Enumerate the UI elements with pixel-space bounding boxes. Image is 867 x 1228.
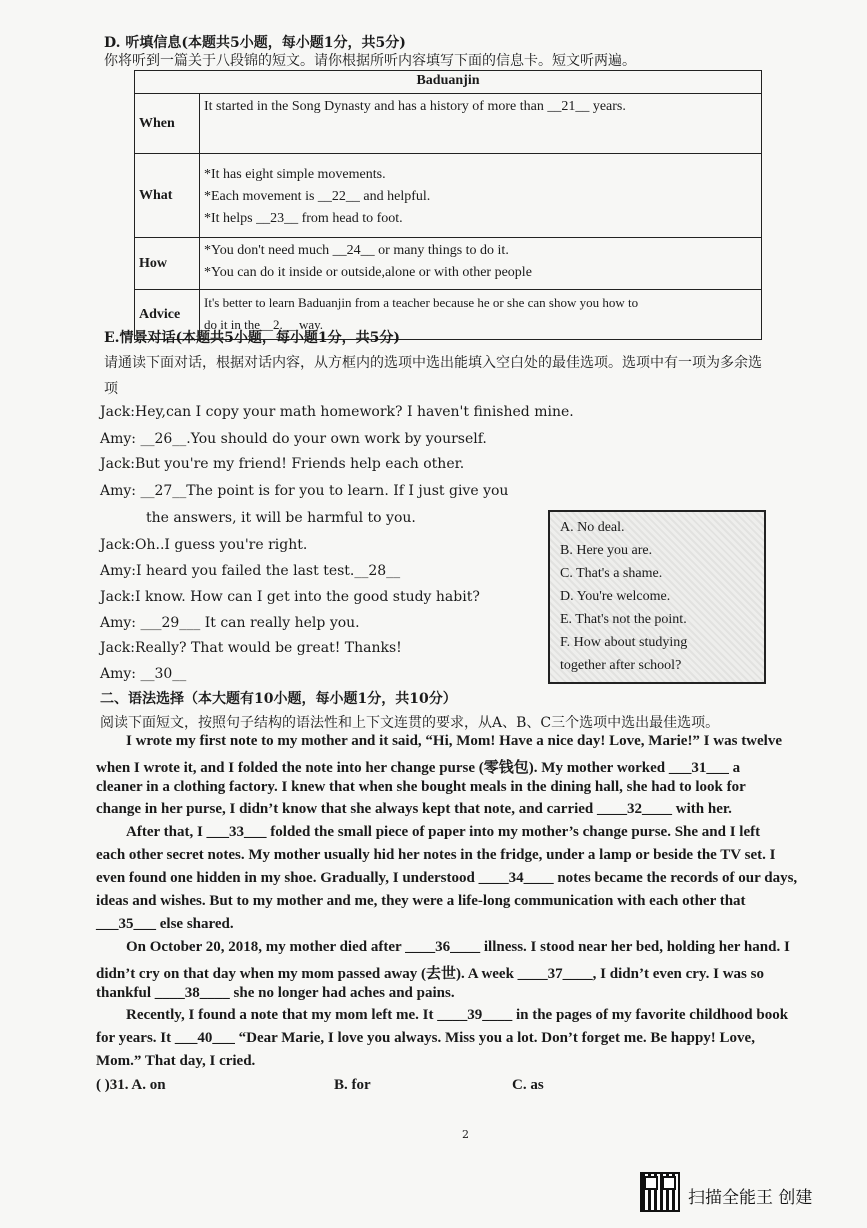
card-cell-how: [200, 238, 762, 290]
card-line: *Each movement is __22__ and helpful.: [204, 189, 431, 204]
passage-line: each other secret notes. My mother usually hid her notes in the fridge, under a lamp or beside the TV set. I: [96, 847, 776, 863]
info-card: [134, 70, 762, 340]
passage-line: change in her purse, I didn’t know that she always kept that note, and carried ____32____ with her.: [96, 801, 732, 817]
section-d-heading: D. 听填信息(本题共5小题，每小题1分，共5分): [104, 35, 406, 51]
card-line: It started in the Song Dynasty and has a history of more than __21__ years.: [204, 99, 626, 114]
option-b: B. Here you are.: [560, 543, 653, 558]
passage-line: On October 20, 2018, my mother died after ____36____ illness. I stood near her bed, holding her hand. I: [126, 939, 790, 955]
card-title: Baduanjin: [135, 71, 762, 94]
dialog-line: Jack:Hey,can I copy your math homework? I haven't finished mine.: [100, 404, 574, 420]
card-label-what: What: [135, 154, 200, 238]
card-line: *You can do it inside or outside,alone or with other people: [204, 265, 532, 280]
scanner-brand-label: 扫描全能王 创建: [688, 1188, 813, 1208]
question-31-a: ( )31. A. on: [96, 1077, 166, 1093]
options-box: [548, 510, 766, 684]
passage-line: even found one hidden in my shoe. Gradually, I understood ____34____ notes became the records of our days,: [96, 870, 798, 886]
qr-code-icon: [640, 1172, 680, 1212]
dialog-line: the answers, it will be harmful to you.: [146, 510, 416, 526]
option-e: E. That's not the point.: [560, 612, 687, 627]
card-label-advice: Advice: [135, 290, 200, 340]
dialog-line: Amy: __26__.You should do your own work by yourself.: [100, 431, 487, 447]
question-31-b: B. for: [334, 1077, 371, 1093]
card-line: *You don't need much __24__ or many things to do it.: [204, 243, 509, 258]
option-c: C. That's a shame.: [560, 566, 663, 581]
dialog-line: Amy: ___29___ It can really help you.: [100, 615, 360, 631]
dialog-line: Amy:I heard you failed the last test.__28__: [100, 563, 401, 579]
dialog-line: Amy: __27__The point is for you to learn. If I just give you: [100, 483, 509, 499]
card-label-how: How: [135, 238, 200, 290]
page-number: 2: [462, 1128, 469, 1141]
passage-line: when I wrote it, and I folded the note into her change purse (零钱包). My mother worked ___31___ a: [96, 760, 741, 776]
dialog-line: Jack:Oh..I guess you're right.: [100, 537, 308, 553]
card-line: *It has eight simple movements.: [204, 167, 386, 182]
dialog-line: Amy: __30__: [100, 666, 187, 682]
dialog-line: Jack:I know. How can I get into the good study habit?: [100, 589, 480, 605]
dialog-line: Jack:Really? That would be great! Thanks!: [100, 640, 402, 656]
passage-line: I wrote my first note to my mother and it said, “Hi, Mom! Have a nice day! Love, Marie!” I was twelve: [126, 733, 783, 749]
card-line: *It helps __23__ from head to foot.: [204, 211, 403, 226]
grammar-heading: 二、语法选择（本大题有10小题，每小题1分，共10分）: [100, 691, 457, 707]
passage-line: ___35___ else shared.: [96, 916, 234, 932]
card-cell-what: [200, 154, 762, 238]
passage-line: didn’t cry on that day when my mom passed away (去世). A week ____37____, I didn’t even cry. I was so: [96, 966, 764, 982]
passage-line: cleaner in a clothing factory. I knew that when she bought meals in the dining hall, she had to look for: [96, 779, 746, 795]
dialog-line: Jack:But you're my friend! Friends help each other.: [100, 456, 465, 472]
card-cell-when: [200, 94, 762, 154]
option-d: D. You're welcome.: [560, 589, 671, 604]
grammar-instruction: 阅读下面短文，按照句子结构的语法性和上下文连贯的要求，从A、B、C三个选项中选出最佳选项。: [100, 715, 720, 731]
passage-line: thankful ____38____ she no longer had aches and pains.: [96, 985, 455, 1001]
passage-line: Mom.” That day, I cried.: [96, 1053, 256, 1069]
passage-line: for years. It ___40___ “Dear Marie, I love you always. Miss you a lot. Don’t forget me. Be happy! Love,: [96, 1030, 755, 1046]
option-f: F. How about studying: [560, 635, 688, 650]
card-line: It's better to learn Baduanjin from a teacher because he or she can show you how to: [204, 295, 639, 310]
question-31-c: C. as: [512, 1077, 544, 1093]
passage-line: ideas and wishes. But to my mother and me, they were a life-long communication with each other that: [96, 893, 746, 909]
option-a: A. No deal.: [560, 520, 625, 535]
option-f-continued: together after school?: [560, 658, 682, 673]
passage-line: Recently, I found a note that my mom left me. It ____39____ in the pages of my favorite childhood book: [126, 1007, 789, 1023]
section-d-instruction: 你将听到一篇关于八段锦的短文。请你根据所听内容填写下面的信息卡。短文听两遍。: [104, 53, 636, 69]
passage-line: After that, I ___33___ folded the small piece of paper into my mother’s change purse. She and I left: [126, 824, 761, 840]
card-line: do it in the__2.__ way.: [204, 317, 324, 332]
section-e-instruction-1: 请通读下面对话，根据对话内容，从方框内的选项中选出能填入空白处的最佳选项。选项中有一项为多余选: [104, 355, 762, 371]
card-label-when: When: [135, 94, 200, 154]
section-e-heading: E.情景对话(本题共5小题，每小题1分，共5分): [104, 330, 401, 346]
section-e-instruction-2: 项: [104, 381, 118, 397]
